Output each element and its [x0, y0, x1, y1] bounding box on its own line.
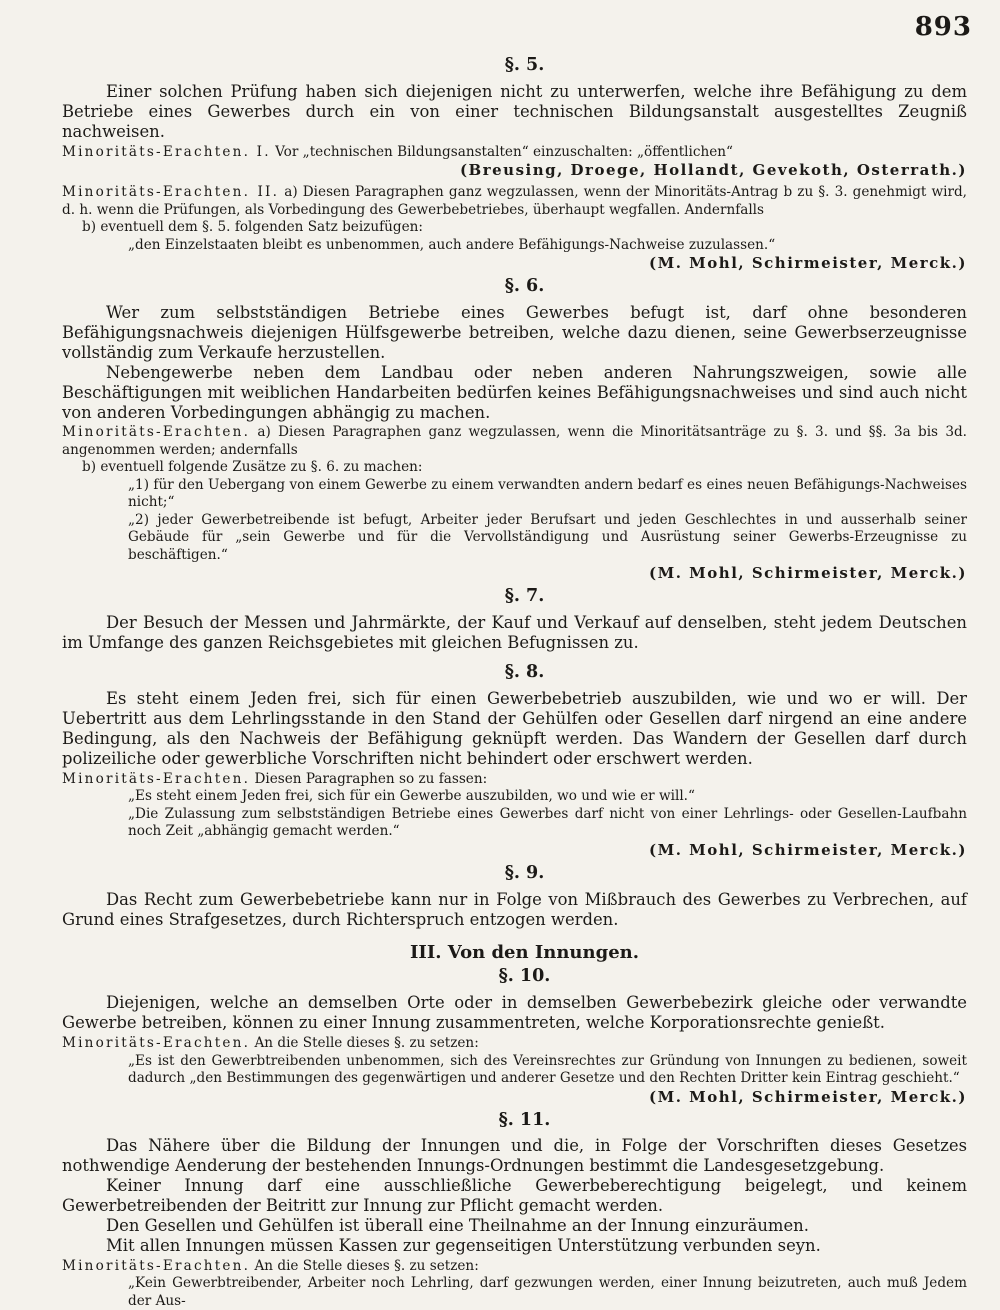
section-heading-7: §. 7.: [504, 586, 545, 607]
minority-opinion-8: [62, 771, 967, 789]
minority-text: An die Stelle dieses §. zu setzen:: [254, 1257, 479, 1274]
minority-text: a) Diesen Paragraphen ganz wegzulassen, wenn der Minoritäts-Antrag b zu §. 3. genehmigt wird, d. h. wenn die Prüfungen, als Vorbedingung des Gewerbebetriebes, überhaupt wegfallen. Andernfalls: [62, 184, 968, 218]
minority-quote: „Es ist den Gewerbtreibenden unbenommen, sich des Vereinsrechtes zur Gründung von Innungen zu bedienen, soweit dadurch „den Bestimmungen des gegenwärtigen und anderer Gesetze und den Rechten Dritter kein Eintrag geschieht.“: [128, 1052, 967, 1087]
signatories: (M. Mohl, Schirmeister, Merck.): [649, 1087, 967, 1106]
part-heading: III. Von den Innungen.: [409, 942, 640, 964]
section-heading-8: §. 8.: [504, 662, 545, 683]
section-7-text: Der Besuch der Messen und Jahrmärkte, der Kauf und Verkauf auf denselben, steht jedem Deutschen im Umfange des ganzen Reichsgebietes mit gleichen Befugnissen zu.: [62, 613, 967, 653]
minority-label: Minoritäts-Erachten.: [62, 424, 251, 441]
section-heading-5: §. 5.: [504, 55, 545, 75]
minority-label: Minoritäts-Erachten. I.: [62, 143, 271, 160]
minority-quote: „den Einzelstaaten bleibt es unbenommen, auch andere Befähigungs-Nachweise zuzulassen.“: [128, 236, 776, 253]
signatories: (M. Mohl, Schirmeister, Merck.): [649, 564, 967, 583]
minority-text: a) Diesen Paragraphen ganz wegzulassen, wenn die Minoritätsanträge zu §. 3. und §§. 3a bis 3d. angenommen werden; andernfalls: [62, 424, 967, 458]
minority-quote-2: „2) jeder Gewerbetreibende ist befugt, Arbeiter jeder Berufsart und jeden Geschlechtes in und ausserhalb seiner Gebäude für „sein Gewerbe und für die Vervollständigung und Ausrüstung seiner Gewerbs-Erzeugnisse zu beschäftigen.“: [128, 511, 967, 563]
signatories: (Breusing, Droege, Hollandt, Gevekoth, Osterrath.): [459, 161, 967, 180]
minority-label: Minoritäts-Erachten.: [62, 770, 251, 787]
minority-quote-1: „Es steht einem Jeden frei, sich für ein Gewerbe auszubilden, wo und wie er will.“: [128, 788, 695, 805]
minority-quote-2: „Die Zulassung zum selbstständigen Betriebe eines Gewerbes darf nicht von einer Lehrlings- oder Gesellen-Laufbahn noch Zeit „abhängig gemacht werden.“: [128, 805, 967, 840]
section-9-text: Das Recht zum Gewerbebetriebe kann nur in Folge von Mißbrauch des Gewerbes zu Verbrechen, auf Grund eines Strafgesetzes, durch Richterspruch entzogen werden.: [62, 889, 967, 929]
section-8-text: Es steht einem Jeden frei, sich für einen Gewerbebetrieb auszubilden, wie und wo er will. Der Uebertritt aus dem Lehrlingsstande in den Stand der Gehülfen oder Gesellen darf nirgend an eine andere Bedingung, als den Nachweis der Befähigung geknüpft werden. Das Wandern der Gesellen darf durch polizeiliche oder gewerbliche Vorschriften nicht behindert oder erschwert werden.: [62, 689, 967, 768]
minority-opinion-11: [62, 1258, 967, 1276]
section-6-paragraph-1: Wer zum selbstständigen Betriebe eines Gewerbes befugt ist, darf ohne besonderen Befähigungsnachweis diejenigen Hülfsgewerbe betreiben, welche dazu dienen, seine Gewerbserzeugnisse vollständig zum Verkaufe herzustellen.: [62, 303, 967, 362]
minority-opinion-5-ii: [62, 184, 967, 219]
signatories: (M. Mohl, Schirmeister, Merck.): [649, 840, 967, 859]
minority-label: Minoritäts-Erachten.: [62, 1257, 251, 1274]
section-heading-9: §. 9.: [504, 862, 545, 883]
signatories: (M. Mohl, Schirmeister, Merck.): [649, 254, 967, 273]
minority-label: Minoritäts-Erachten. II.: [62, 184, 280, 201]
minority-sub-b: b) eventuell folgende Zusätze zu §. 6. zu machen:: [82, 459, 423, 476]
minority-sub-b: b) eventuell dem §. 5. folgenden Satz beizufügen:: [82, 219, 423, 236]
minority-opinion-6: [62, 424, 967, 459]
minority-quote-1: „1) für den Uebergang von einem Gewerbe zu einem verwandten andern bedarf es eines neuen Befähigungs-Nachweises nicht;“: [128, 476, 967, 511]
page-content: [62, 54, 967, 1310]
section-6-paragraph-2: Nebengewerbe neben dem Landbau oder neben anderen Nahrungszweigen, sowie alle Beschäftigungen mit weiblichen Handarbeiten bedürfen keines Befähigungsnachweises und sind auch nicht von anderen Vorbedingungen abhängig zu machen.: [62, 362, 967, 422]
section-5-text: Einer solchen Prüfung haben sich diejenigen nicht zu unterwerfen, welche ihre Befähigung zu dem Betriebe eines Gewerbes durch ein von einer technischen Bildungsanstalt ausgestelltes Zeugniß nachweisen.: [62, 81, 967, 141]
section-11-paragraph-4: Mit allen Innungen müssen Kassen zur gegenseitigen Unterstützung verbunden seyn.: [106, 1236, 821, 1255]
section-10-text: Diejenigen, welche an demselben Orte oder in demselben Gewerbebezirk gleiche oder verwandte Gewerbe betreiben, können zu einer Innung zusammentreten, welche Korporationsrechte genießt.: [62, 993, 967, 1033]
page-number: 893: [914, 12, 972, 42]
section-11-paragraph-1: Das Nähere über die Bildung der Innungen und die, in Folge der Vorschriften dieses Gesetzes nothwendige Aenderung der bestehenden Innungs-Ordnungen bestimmt die Landesgesetzgebung.: [62, 1136, 967, 1176]
section-heading-6: §. 6.: [504, 276, 545, 297]
minority-text: An die Stelle dieses §. zu setzen:: [254, 1035, 479, 1052]
section-11-paragraph-3: Den Gesellen und Gehülfen ist überall eine Theilnahme an der Innung einzuräumen.: [106, 1216, 809, 1236]
minority-opinion-10: [62, 1035, 967, 1053]
minority-opinion-5-i: [62, 144, 967, 162]
section-heading-11: §. 11.: [498, 1109, 551, 1130]
minority-text: Vor „technischen Bildungsanstalten“ einzuschalten: „öffentlichen“: [275, 143, 733, 160]
section-11-paragraph-2: Keiner Innung darf eine ausschließliche Gewerbeberechtigung beigelegt, und keinem Gewerbetreibenden der Beitritt zur Innung zur Pflicht gemacht werden.: [62, 1176, 967, 1216]
minority-text: Diesen Paragraphen so zu fassen:: [254, 770, 488, 787]
minority-label: Minoritäts-Erachten.: [62, 1035, 251, 1052]
section-heading-10: §. 10.: [498, 966, 551, 987]
minority-quote: „Kein Gewerbtreibender, Arbeiter noch Lehrling, darf gezwungen werden, einer Innung beizutreten, auch muß Jedem der Aus-: [128, 1275, 967, 1309]
